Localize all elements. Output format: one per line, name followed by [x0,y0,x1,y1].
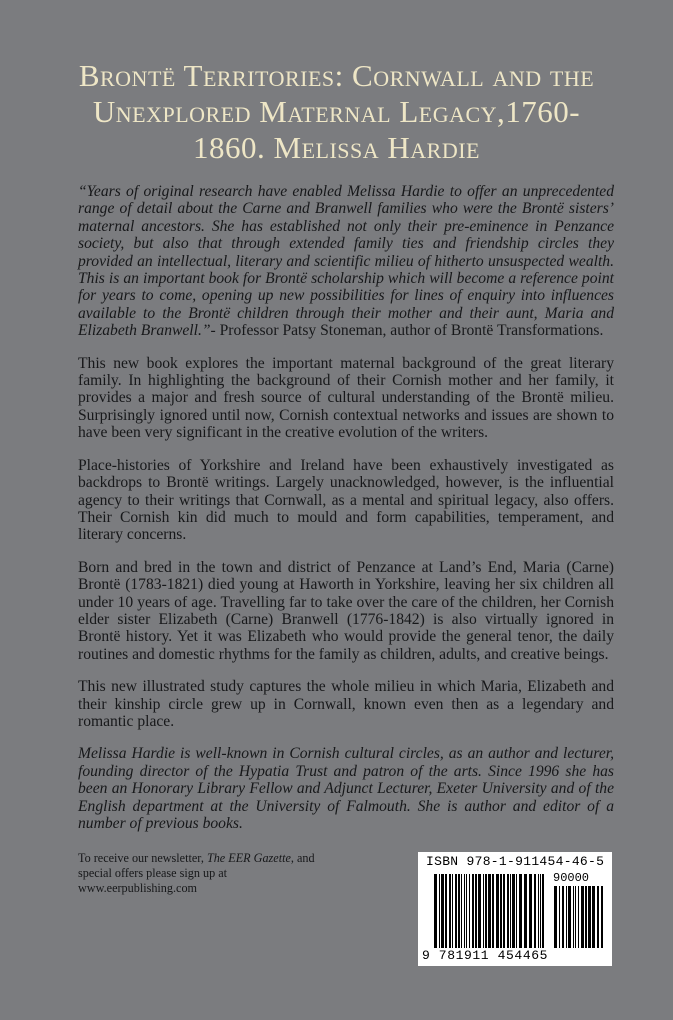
barcode-bar [452,874,453,948]
newsletter-prefix: To receive our newsletter, [78,851,204,865]
barcode-bar [449,874,451,948]
barcode-bar [516,874,517,948]
barcode-bar [573,886,574,948]
barcode-bar [496,874,499,948]
barcode-bar [488,874,491,948]
barcode-bar [542,874,544,948]
barcode-bar [507,874,509,948]
quote-attribution: - Professor Patsy Stoneman, author of Brontë Transformations. [210,322,604,340]
barcode-bar [466,874,467,948]
barcode-bar [597,886,599,948]
barcode-bar [469,874,470,948]
barcode-bar [492,874,494,948]
barcode-bar [529,874,532,948]
barcode-bar [478,874,481,948]
barcode-bar [568,886,571,948]
barcode-bar [503,874,505,948]
isbn-barcode [418,852,612,966]
ean-digits: 9 781911 454465 [422,948,549,963]
barcode-bar [578,886,579,948]
review-quote [78,183,614,340]
barcode-bar [500,874,502,948]
description-paragraph-1: This new book explores the important maternal background of the great literary family. In highlighting the background of their Cornish mother and her family, it provides a major and fresh source of cultural understanding of the Brontë milieu. Surprisingly ignored until now, Cornish contextual networks and issues are shown to have been very significant in the creative evolution of the writers. [78,354,614,442]
barcode-bar [562,886,564,948]
barcode-bar [585,886,587,948]
barcode-bar [592,886,595,948]
book-title: Brontë Territories: Cornwall and the Unexplored Maternal Legacy,1760-1860. Melissa Hardie [78,58,595,165]
barcode-bar [566,886,567,948]
barcode-bar [472,874,474,948]
barcode-bar [475,874,477,948]
barcode-bar [559,886,560,948]
barcode-bar [510,874,511,948]
barcode-bar [483,874,484,948]
barcode-bar [464,874,465,948]
description-paragraph-2: Place-histories of Yorkshire and Ireland have been exhaustively investigated as backdrops to Brontë writings. Largely unacknowledged, however, is the influential agency to their writings that Cornwall, as a mental and spiritual legacy, also offers. Their Cornish kin did much to mould and form capabilities, temperament, and literary concerns. [78,456,614,544]
description-paragraph-3: Born and bred in the town and district of Penzance at Land’s End, Maria (Carne) Brontë (1783-1821) died young at Haworth in Yorkshire, leaving her six children all under 10 years of age. Travelling far to take over the care of the children, her Cornish elder sister Elizabeth (Carne) Branwell (1776-1842) is also virtually ignored in Brontë history. Yet it was Elizabeth who would provide the general tenor, the daily routines and domestic rhythms for the family as children, adults, and creative beings. [78,558,614,663]
barcode-bar [485,874,487,948]
barcode-bar [519,874,522,948]
description-paragraph-4: This new illustrated study captures the whole milieu in which Maria, Elizabeth and their kinship circle grew up in Cornwall, known even then as a legendary and romantic place. [78,678,614,730]
barcode-bar [461,874,462,948]
barcode-bar [554,886,557,948]
quote-text: “Years of original research have enabled Melissa Hardie to offer an unprecedented range of detail about the Carne and Branwell families who were the Brontë sisters’ maternal ancestors. She has established not only their pre-eminence in Penzance society, but also that through extended family ties and friendship circles they provided an intellectual, literary and scientific milieu of hitherto unsuspected wealth. This is an important book for Brontë scholarship which will become a reference point for years to come, opening up new possibilities for lines of enquiry into influences available to the Brontë children through their mother and their aunt, Maria and Elizabeth Branwell.” [78,183,614,340]
barcode-bar [538,874,539,948]
barcode-bar [534,874,536,948]
author-bio: Melissa Hardie is well-known in Cornish cultural circles, as an author and lecturer, founding director of the Hypatia Trust and patron of the arts. Since 1996 she has been an Honorary Library Fellow and Adjunct Lecturer, Exeter University and of the English department at the University of Falmouth. She is author and editor of a number of previous books. [78,745,614,832]
barcode-bar [588,886,591,948]
barcode-bar [512,874,515,948]
barcode-bar [601,886,603,948]
barcode-bar [540,874,541,948]
price-code: 90000 [553,871,590,885]
barcode-bar [524,874,527,948]
isbn-label: ISBN 978-1-911454-46-5 [426,854,605,869]
newsletter-name: The EER Gazette [206,851,291,865]
barcode-bar [439,874,440,948]
newsletter-note [78,851,318,896]
publisher-url[interactable]: www.eerpublishing.com [78,881,198,895]
barcode-bar [445,874,447,948]
barcode-bar [575,886,576,948]
barcode-bar [581,886,584,948]
back-cover-blurb [78,183,614,847]
barcode-bar [458,874,460,948]
barcode-bar [434,874,437,948]
barcode-bar [441,874,444,948]
barcode-bar [455,874,457,948]
newsletter-suffix: , and special offers please sign up at [78,851,315,880]
